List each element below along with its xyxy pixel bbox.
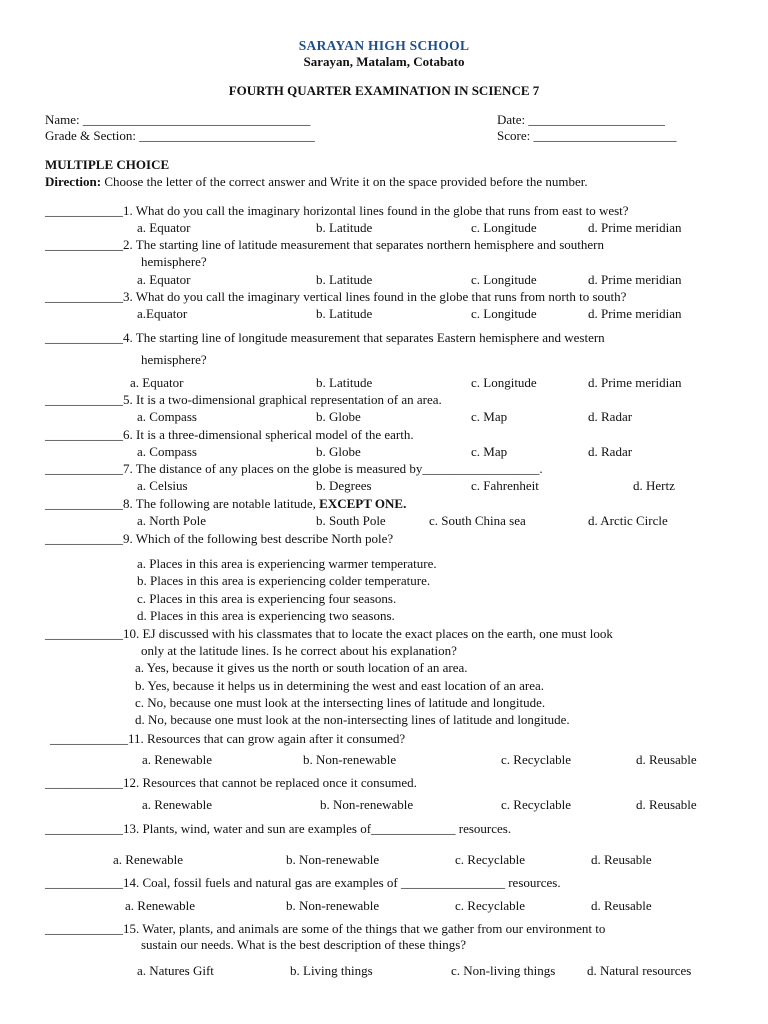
choice: a. Places in this area is experiencing warmer temperature.: [137, 556, 437, 571]
question-2-cont: hemisphere?: [141, 254, 207, 269]
choice: d. Prime meridian: [588, 375, 682, 390]
choice: c. Longitude: [471, 272, 537, 287]
choice: b. Degrees: [316, 478, 372, 493]
question-8: [45, 496, 406, 512]
question-9: ____________9. Which of the following best describe North pole?: [45, 531, 394, 546]
choice: a. Renewable: [142, 752, 213, 767]
question-14: ____________14. Coal, fossil fuels and natural gas are examples of ________________ resources.: [45, 875, 561, 890]
choice: b. South Pole: [316, 513, 386, 528]
choice: a. Renewable: [142, 797, 213, 812]
date-field: Date: _____________________: [497, 112, 665, 127]
choice: c. Map: [471, 444, 508, 459]
score-field: Score: ______________________: [497, 128, 677, 143]
choice: b. Globe: [316, 444, 361, 459]
choice: b. Latitude: [316, 220, 373, 235]
question-7: ____________7. The distance of any places on the globe is measured by__________________.: [45, 461, 543, 476]
choice: b. Latitude: [316, 375, 373, 390]
choice: c. Longitude: [471, 220, 537, 235]
choice: d. Hertz: [633, 478, 675, 493]
choice: d. Radar: [588, 409, 633, 424]
question-3: ____________3. What do you call the imaginary vertical lines found in the globe that runs from north to south?: [45, 289, 627, 304]
choice: b. Latitude: [316, 272, 373, 287]
choice: a. Equator: [130, 375, 184, 390]
choice: d. Prime meridian: [588, 220, 682, 235]
direction-text: Choose the letter of the correct answer and Write it on the space provided before the number.: [101, 174, 588, 189]
choice: a. Compass: [137, 444, 197, 459]
choice: d. Arctic Circle: [588, 513, 668, 528]
choice: d. Reusable: [636, 797, 697, 812]
choice: c. South China sea: [429, 513, 526, 528]
choice: b. Places in this area is experiencing colder temperature.: [137, 573, 431, 588]
choice: d. Radar: [588, 444, 633, 459]
choice: c. Places in this area is experiencing four seasons.: [137, 591, 397, 606]
question-1: ____________1. What do you call the imaginary horizontal lines found in the globe that runs from east to west?: [45, 203, 629, 218]
choice: c. Non-living things: [451, 963, 556, 978]
choice: a. North Pole: [137, 513, 206, 528]
choice: c. Recyclable: [455, 898, 526, 913]
choice: a. Equator: [137, 272, 191, 287]
choice: a. Renewable: [125, 898, 196, 913]
choice: b. Yes, because it helps us in determining the west and east location of an area.: [135, 678, 545, 693]
choice: b. Non-renewable: [320, 797, 414, 812]
choice: d. Reusable: [591, 852, 652, 867]
direction-label: Direction:: [45, 174, 102, 189]
choice: a. Natures Gift: [137, 963, 214, 978]
choice: d. Prime meridian: [588, 306, 682, 321]
question-8-emphasis: EXCEPT ONE.: [319, 496, 407, 511]
question-6: ____________6. It is a three-dimensional spherical model of the earth.: [45, 427, 414, 442]
choice: b. Non-renewable: [286, 898, 380, 913]
choice: a. Yes, because it gives us the north or south location of an area.: [135, 660, 468, 675]
choice: b. Latitude: [316, 306, 373, 321]
grade-section-field: Grade & Section: ___________________________: [45, 128, 315, 143]
question-4-cont: hemisphere?: [141, 352, 207, 367]
question-15: ____________15. Water, plants, and animals are some of the things that we gather from our environment to: [45, 921, 606, 936]
question-5: ____________5. It is a two-dimensional graphical representation of an area.: [45, 392, 442, 407]
choice: c. Recyclable: [501, 797, 572, 812]
section-title: MULTIPLE CHOICE: [45, 157, 170, 172]
choice: c. Recyclable: [455, 852, 526, 867]
choice: c. No, because one must look at the intersecting lines of latitude and longitude.: [135, 695, 546, 710]
choice: d. Natural resources: [587, 963, 692, 978]
choice: a. Celsius: [137, 478, 188, 493]
school-name: SARAYAN HIGH SCHOOL: [298, 38, 470, 53]
choice: d. No, because one must look at the non-intersecting lines of latitude and longitude.: [135, 712, 570, 727]
choice: c. Longitude: [471, 306, 537, 321]
question-12: ____________12. Resources that cannot be replaced once it consumed.: [45, 775, 417, 790]
question-13: ____________13. Plants, wind, water and sun are examples of_____________ resources.: [45, 821, 512, 836]
choice: d. Reusable: [636, 752, 697, 767]
directions: [45, 174, 588, 190]
question-10: ____________10. EJ discussed with his classmates that to locate the exact places on the earth, one must look: [45, 626, 613, 641]
choice: d. Places in this area is experiencing two seasons.: [137, 608, 395, 623]
choice: b. Non-renewable: [303, 752, 397, 767]
choice: c. Recyclable: [501, 752, 572, 767]
choice: a. Compass: [137, 409, 197, 424]
question-11: ____________11. Resources that can grow again after it consumed?: [50, 731, 406, 746]
question-15-cont: sustain our needs. What is the best description of these things?: [141, 937, 467, 952]
choice: a.Equator: [137, 306, 188, 321]
name-field: Name: ___________________________________: [45, 112, 311, 127]
choice: c. Longitude: [471, 375, 537, 390]
choice: d. Reusable: [591, 898, 652, 913]
choice: a. Equator: [137, 220, 191, 235]
school-address: Sarayan, Matalam, Cotabato: [303, 54, 465, 69]
choice: b. Globe: [316, 409, 361, 424]
question-10-cont: only at the latitude lines. Is he correct about his explanation?: [141, 643, 457, 658]
question-2: ____________2. The starting line of latitude measurement that separates northern hemisphere and southern: [45, 237, 604, 252]
choice: b. Living things: [290, 963, 373, 978]
question-4: ____________4. The starting line of longitude measurement that separates Eastern hemisphere and western: [45, 330, 605, 345]
choice: c. Map: [471, 409, 508, 424]
exam-title: FOURTH QUARTER EXAMINATION IN SCIENCE 7: [228, 83, 540, 98]
choice: d. Prime meridian: [588, 272, 682, 287]
choice: b. Non-renewable: [286, 852, 380, 867]
choice: c. Fahrenheit: [471, 478, 539, 493]
question-8-text: ____________8. The following are notable latitude,: [45, 496, 320, 511]
choice: a. Renewable: [113, 852, 184, 867]
